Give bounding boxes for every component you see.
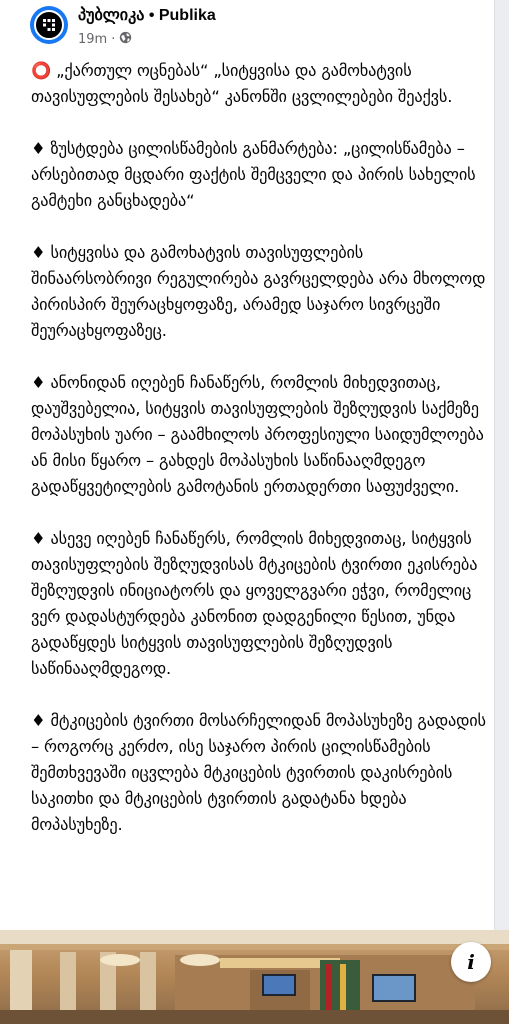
globe-icon[interactable] <box>119 31 132 48</box>
page-edge <box>494 0 509 930</box>
post-text <box>31 58 486 864</box>
post-paragraph: ♦ მტკიცების ტვირთი მოსარჩელიდან მოპასუხეზე გადადის – როგორც კერძო, ისე საჯარო პირის ცილისწამების შემთხვევაში იცვლება მტკიცების ტვირთის დაკისრების საკითხი და მტკიცების ტვირთის გადატანა ხდება მოპასუხეზე. <box>31 711 486 834</box>
post-photo[interactable] <box>0 930 509 1024</box>
post-paragraph: ♦ ანონიდან იღებენ ჩანაწერს, რომლის მიხედვითაც, დაუშვებელია, სიტყვის თავისუფლების შეზღუდვის საქმეზე მოპასუხის უარი – გაამხილოს პროფესიული საიდუმლოება ან მისი წყარო – გახდეს მოპასუხის საწინააღმდეგო გადაწყვეტილების გამოტანის ერთადერთი საფუძველი. <box>31 373 484 496</box>
page-avatar[interactable] <box>30 6 68 44</box>
post-header <box>30 4 480 50</box>
meta-separator: · <box>111 31 116 47</box>
page-name-link[interactable]: პუბლიკა • Publika <box>78 7 216 24</box>
post-paragraph: ⭕ „ქართულ ოცნებას“ „სიტყვისა და გამოხატვის თავისუფლების შესახებ“ კანონში ცვლილებები შეაქვს. <box>31 61 453 106</box>
post-time[interactable]: 19m <box>78 31 108 47</box>
post-paragraph: ♦ ასევე იღებენ ჩანაწერს, რომლის მიხედვითაც, სიტყვის თავისუფლების შეზღუდვისას მტკიცების ტვირთი ეკისრება შეზღუდვის ინიციატორს და ყოველგვარი ეჭვი, რომელიც ვერ დადასტურდება კანონით დადგენილი წესით, უნდა გადაწყდეს სიტყვის თავისუფლების შეზღუდვის საწინააღმდეგოდ. <box>31 529 478 678</box>
publika-logo-icon <box>34 10 64 40</box>
hall-illustration <box>0 930 509 1024</box>
info-button[interactable]: i <box>451 942 491 982</box>
post-meta <box>78 30 132 48</box>
post-paragraph: ♦ ზუსტდება ცილისწამების განმარტება: „ცილისწამება – არსებითად მცდარი ფაქტის შემცველი და პირის სახელის გამტეხი განცხადება“ <box>31 139 476 210</box>
post-paragraph: ♦ სიტყვისა და გამოხატვის თავისუფლების შინაარსობრივი რეგულირება გავრცელდება არა მხოლოდ პირისპირ შეურაცხყოფაზე, არამედ საჯარო სივრცეში შეურაცხყოფაზეც. <box>31 243 486 340</box>
